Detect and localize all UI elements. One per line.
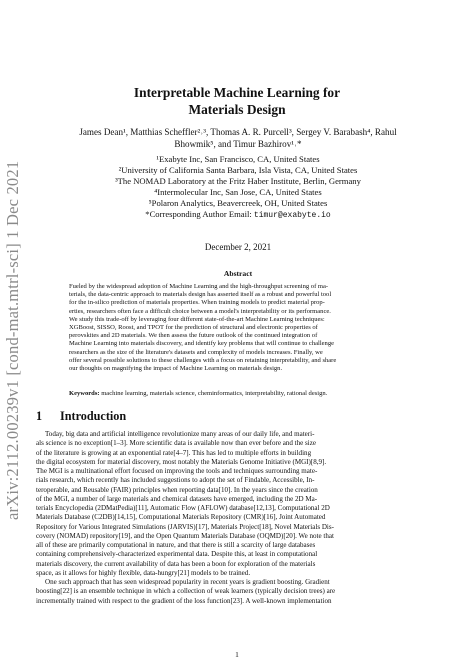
arxiv-identifier-stamp: arXiv:2112.00239v1 [cond-mat.mtrl-sci] 1 Dec 2021 bbox=[3, 160, 22, 520]
body-line: One such approach that has seen widespread popularity in recent years is gradient boosting. Gradient bbox=[45, 578, 330, 586]
keywords-text: machine learning, materials science, cheminformatics, interpretability, rational design. bbox=[101, 390, 328, 397]
body-line: terials Encyclopedia (2DMatPedia)[11], Automatic Flow (AFLOW) database[12,13], Computational 2D bbox=[36, 504, 330, 512]
abstract-heading: Abstract bbox=[223, 269, 253, 278]
abstract-line: Machine Learning into materials discovery, and identify key problems that will continue to challenge bbox=[69, 340, 335, 348]
abstract-line: researchers as the size of the literature's datasets and complexity of models increases. Finally, we bbox=[69, 348, 323, 356]
abstract-line: for the in-silico prediction of materials properties. When training models to predict material prop- bbox=[69, 299, 325, 307]
section-heading bbox=[36, 409, 126, 424]
corresponding-author-email[interactable]: timur@exabyte.io bbox=[253, 211, 331, 220]
author-list bbox=[52, 127, 424, 150]
affiliation-line: ³The NOMAD Laboratory at the Fritz Haber Institute, Berlin, Germany bbox=[115, 176, 361, 186]
body-line: rials research, which recently has included suggestions to adopt the set of Findable, Accessible, In- bbox=[36, 476, 315, 485]
abstract-line: perovskites and 2D materials. We then assess the future outlook of the continued integration of bbox=[69, 332, 318, 340]
body-line: The MGI is a multinational effort focused on improving the tools and techniques surrounding mate- bbox=[36, 467, 318, 475]
abstract-line: erties, researchers often face a difficult choice between a model's interpretability or its performance. bbox=[69, 307, 331, 315]
affiliations bbox=[52, 154, 424, 221]
section-title: Introduction bbox=[60, 409, 127, 423]
abstract-body bbox=[69, 283, 408, 373]
page-number: 1 bbox=[235, 650, 239, 659]
abstract-line: We study this trade-off by leveraging four different state-of-the-art Machine Learning techniques: bbox=[69, 315, 325, 323]
body-line: teroperable, and Reusable (FAIR) principles when reporting data[10]. In the years since the creation bbox=[36, 485, 318, 494]
body-line: boosting[22] is an ensemble technique in which a collection of weak learners (typically decision trees) are bbox=[36, 587, 336, 596]
title-line: Materials Design bbox=[188, 102, 286, 117]
section-number: 1 bbox=[36, 409, 43, 423]
author-line: Bhowmik⁵, and Timur Bazhirov¹˒* bbox=[174, 138, 302, 149]
paper-title bbox=[60, 84, 414, 118]
keywords-label: Keywords: bbox=[69, 390, 100, 397]
body-line: Materials Database (C2DB)[14,15], Computational Materials Repository (CMR)[16], Joint Automated bbox=[36, 513, 326, 522]
body-line: materials discovery, the current availability of data has been a boon for exploration of the materials bbox=[36, 559, 316, 568]
introduction-body bbox=[36, 430, 438, 606]
abstract-line: terials, the data-centric approach to materials design has asserted itself as a robust and powerful tool bbox=[69, 291, 332, 299]
body-line: covery (NOMAD) repository[19], and the Open Quantum Materials Database (OQMD)[20]. We note that bbox=[36, 531, 334, 540]
body-line: all of these are primarily computational in nature, and that there is still a scarcity of large databases bbox=[36, 541, 316, 549]
body-line: Repository for Various Integrated Simulations (JARVIS)[17], Materials Project[18], Novel Materials Dis- bbox=[36, 522, 334, 531]
body-line: space, as it allows for highly flexible, data-hungry[21] models to be trained. bbox=[36, 568, 251, 577]
affiliation-line: ¹Exabyte Inc, San Francisco, CA, United States bbox=[156, 154, 320, 164]
body-line: of the MGI, a number of large materials and chemical datasets have emerged, including the 2D Ma- bbox=[36, 494, 318, 503]
abstract-line: our thoughts on magnifying the impact of Machine Learning on materials design. bbox=[69, 365, 283, 373]
abstract-line: offer several possible solutions to these challenges with a focus on retaining interpretability, and share bbox=[69, 356, 337, 364]
affiliation-line: ⁴Intermolecular Inc, San Jose, CA, United States bbox=[154, 187, 322, 197]
body-line: the digital ecosystem for material discovery, most notably the Materials Genome Initiative (MGI)[8,9]. bbox=[36, 457, 327, 466]
body-line: containing comprehensively-characterized experimental data. Despite this, at least in computational bbox=[36, 550, 318, 559]
paper-date: December 2, 2021 bbox=[204, 242, 272, 252]
title-line: Interpretable Machine Learning for bbox=[133, 85, 341, 100]
affiliation-line: ²University of California Santa Barbara, Isla Vista, CA, United States bbox=[118, 165, 358, 175]
affiliation-line: ⁵Polaron Analytics, Beavercreek, OH, United States bbox=[148, 198, 328, 208]
author-line: James Dean¹, Matthias Scheffler²˒³, Thomas A. R. Purcell³, Sergey V. Barabash⁴, Rahul bbox=[79, 127, 397, 137]
abstract-line: XGBoost, SISSO, Roost, and TPOT for the prediction of structural and electronic properties of bbox=[69, 324, 318, 332]
corresponding-author-line bbox=[52, 209, 424, 221]
keywords-line bbox=[69, 390, 408, 398]
corresponding-author-label: *Corresponding Author Email: bbox=[145, 209, 252, 219]
abstract-line: Fueled by the widespread adoption of Machine Learning and the high-throughput screening of ma- bbox=[69, 283, 329, 290]
body-line: Today, big data and artificial intelligence revolutionize many areas of our daily life, and materi- bbox=[45, 430, 315, 438]
body-line: als science is no exception[1–3]. More scientific data is available now than ever before and the size bbox=[36, 439, 317, 448]
body-line: of the literature is growing at an exponential rate[4–7]. This has led to multiple efforts in building bbox=[36, 448, 312, 457]
body-line: incrementally trained with respect to the gradient of the loss function[23]. A well-known implementation bbox=[36, 596, 332, 605]
